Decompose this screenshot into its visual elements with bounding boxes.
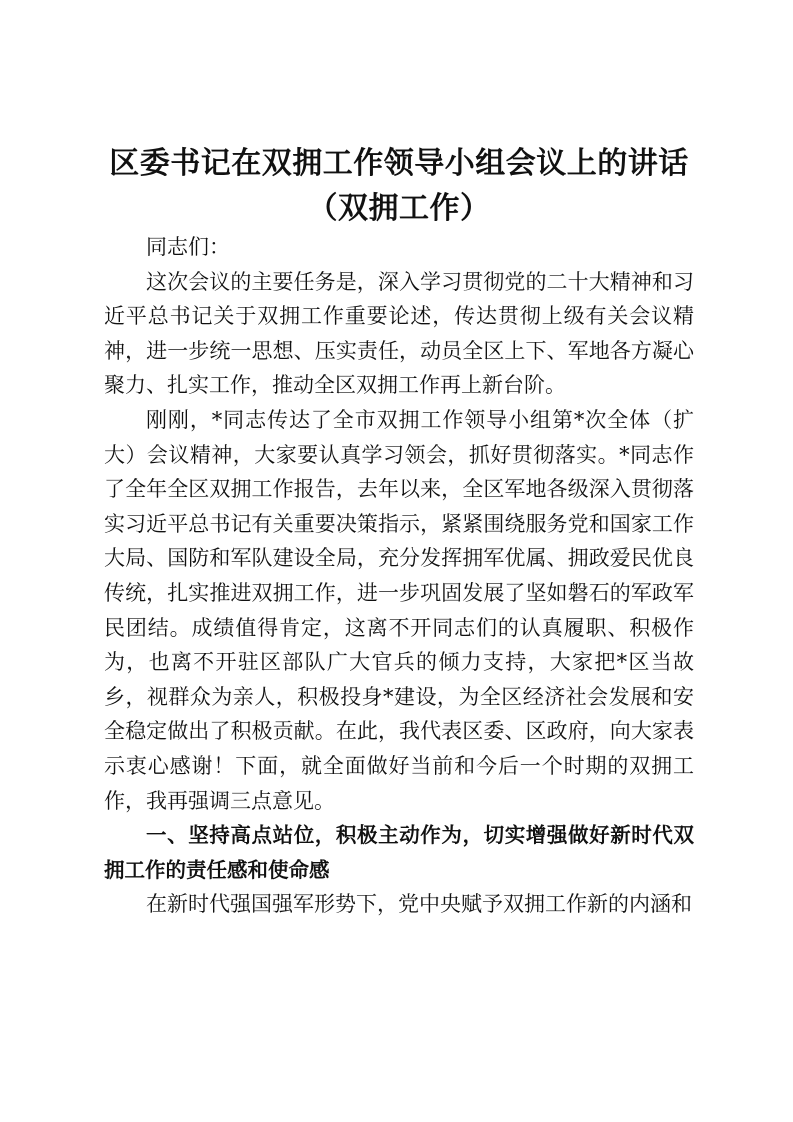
section-heading: 一、坚持高点站位，积极主动作为，切实增强做好新时代双拥工作的责任感和使命感 xyxy=(104,823,694,882)
salutation: 同志们： xyxy=(146,235,230,259)
body-paragraph: 刚刚，*同志传达了全市双拥工作领导小组第*次全体（扩大）会议精神，大家要认真学习领会，抓好贯彻落实。*同志作了全年全区双拥工作报告，去年以来，全区军地各级深入贯彻落实习近平总书记有关重要决策指示，紧紧围绕服务党和国家工作大局、国防和军队建设全局，充分发挥拥军优属、拥政爱民优良传统，扎实推进双拥工作，进一步巩固发展了坚如磐石的军政军民团结。成绩值得肯定，这离不开同志们的认真履职、积极作为，也离不开驻区部队广大官兵的倾力支持，大家把*区当故乡，视群众为亲人，积极投身*建设，为全区经济社会发展和安全稳定做出了积极贡献。在此，我代表区委、区政府，向大家表示衷心感谢！下面，就全面做好当前和今后一个时期的双拥工作，我再强调三点意见。 xyxy=(104,407,694,813)
document-body xyxy=(104,230,694,922)
body-paragraph: 在新时代强国强军形势下，党中央赋予双拥工作新的内涵和 xyxy=(146,892,692,917)
document-subtitle: （双拥工作） xyxy=(307,191,491,226)
document-title: 区委书记在双拥工作领导小组会议上的讲话 xyxy=(109,146,689,181)
body-paragraph: 这次会议的主要任务是，深入学习贯彻党的二十大精神和习近平总书记关于双拥工作重要论述，传达贯彻上级有关会议精神，进一步统一思想、压实责任，动员全区上下、军地各方凝心聚力、扎实工作，推动全区双拥工作再上新台阶。 xyxy=(104,269,694,398)
